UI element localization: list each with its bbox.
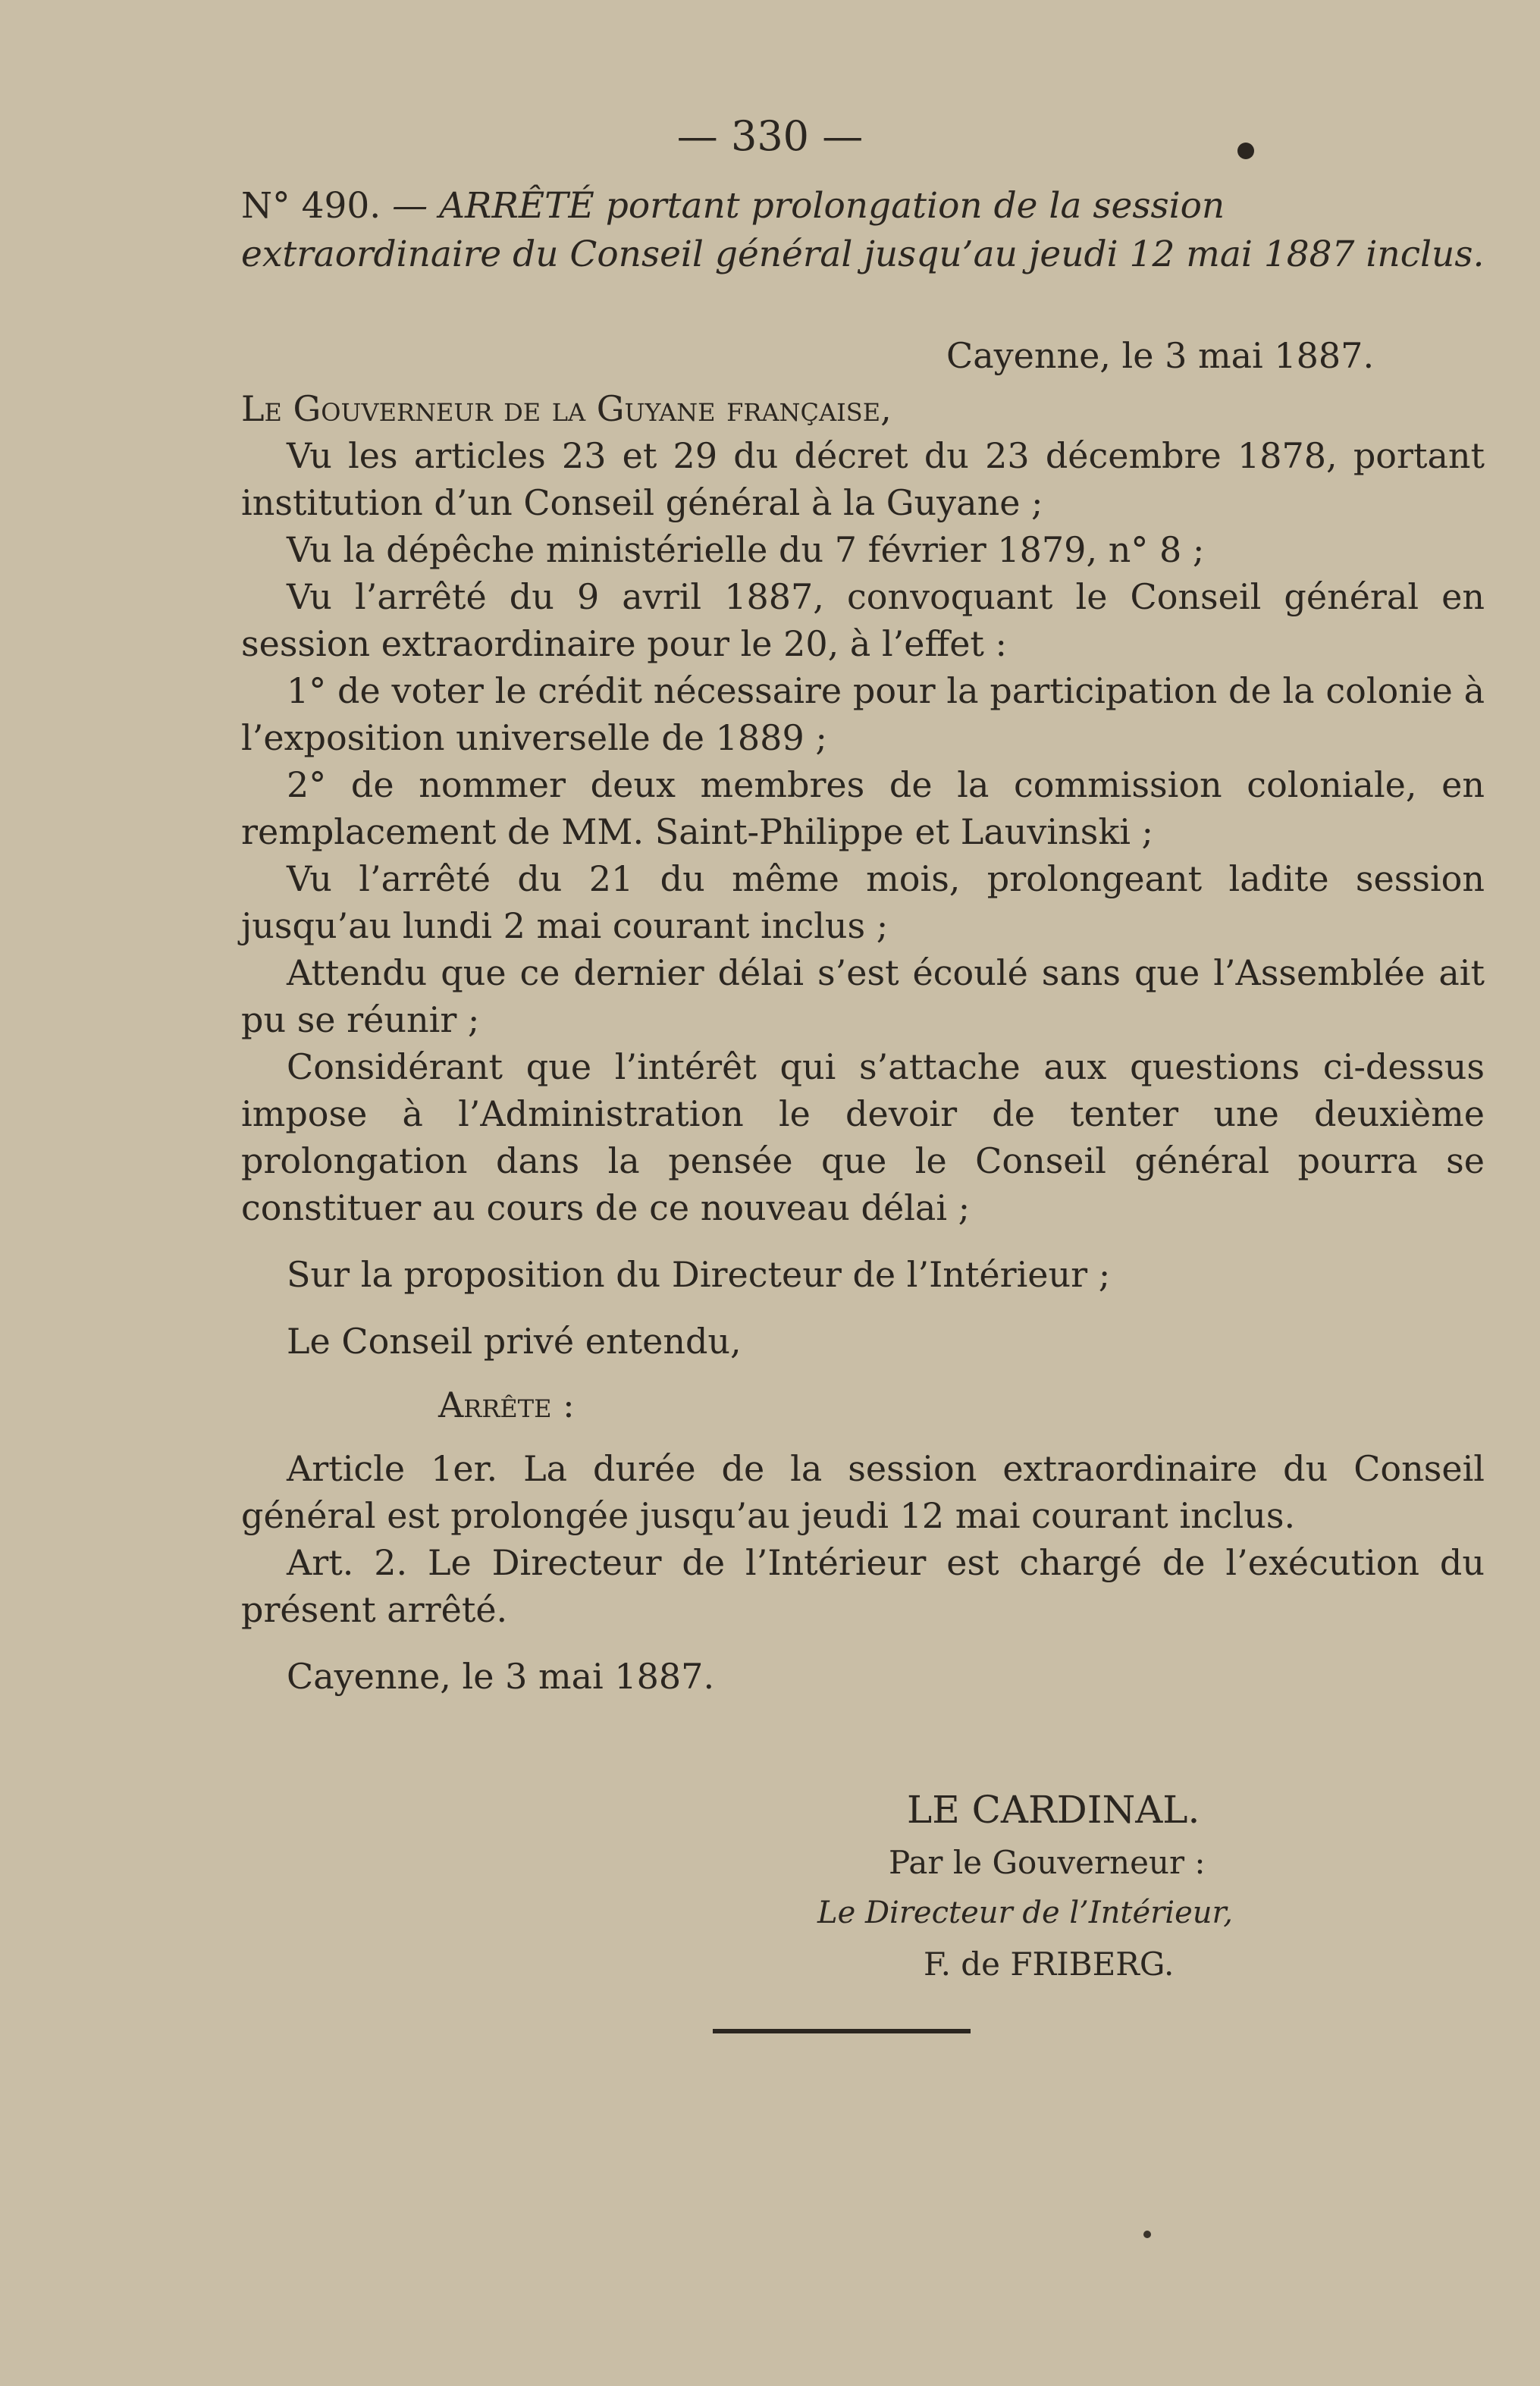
signature-par: Par le Gouverneur : xyxy=(889,1844,1206,1881)
signature-role: Le Directeur de l’Intérieur, xyxy=(817,1895,1233,1930)
signature-signer: F. de FRIBERG. xyxy=(924,1945,1175,1983)
closing-rule xyxy=(713,2029,971,2033)
paragraph-item-1: 1° de voter le crédit nécessaire pour la participation de la colonie à l’exposition universelle de 1889 ; xyxy=(241,670,1485,758)
ink-dot xyxy=(1237,143,1254,159)
paragraph-vu-arrete-21: Vu l’arrêté du 21 du même mois, prolongeant ladite session jusqu’au lundi 2 mai courant inclus ; xyxy=(241,858,1485,946)
paragraph-attendu: Attendu que ce dernier délai s’est écoulé sans que l’Assemblée ait pu se réunir ; xyxy=(241,952,1485,1040)
paper-speck xyxy=(1143,2231,1151,2238)
paragraph-conseil-prive: Le Conseil privé entendu, xyxy=(287,1321,742,1362)
decree-body xyxy=(241,385,1485,1700)
arrete-heading: Arrête : xyxy=(438,1384,575,1425)
signature-name: LE CARDINAL. xyxy=(907,1788,1200,1832)
paragraph-item-2: 2° de nommer deux membres de la commission coloniale, en remplacement de MM. Saint-Philippe et Lauvinski ; xyxy=(241,764,1485,852)
paragraph-considerant: Considérant que l’intérêt qui s’attache aux questions ci-dessus impose à l’Administration le devoir de tenter une deuxième prolongation dans la pensée que le Conseil général pourra se constituer au cours de ce nouveau délai ; xyxy=(241,1046,1485,1228)
decree-title-text: — ARRÊTÉ portant prolongation de la session extraordinaire du Conseil général jusqu’au jeudi 12 mai 1887 inclus. xyxy=(241,185,1485,275)
date-line-top: Cayenne, le 3 mai 1887. xyxy=(946,335,1375,376)
page-number: — 330 — xyxy=(676,112,864,160)
paragraph-vu-depeche: Vu la dépêche ministérielle du 7 février 1879, n° 8 ; xyxy=(287,529,1205,570)
paragraph-vu-arrete-avril: Vu l’arrêté du 9 avril 1887, convoquant le Conseil général en session extraordinaire pour le 20, à l’effet : xyxy=(241,576,1485,664)
decree-number: N° 490. xyxy=(241,185,381,227)
governor-line: Le Gouverneur de la Guyane française, xyxy=(241,388,892,429)
article-2: Art. 2. Le Directeur de l’Intérieur est chargé de l’exécution du présent arrêté. xyxy=(241,1542,1485,1630)
date-line-bottom: Cayenne, le 3 mai 1887. xyxy=(287,1656,715,1697)
paragraph-proposition: Sur la proposition du Directeur de l’Intérieur ; xyxy=(287,1254,1111,1295)
article-1: Article 1er. La durée de la session extraordinaire du Conseil général est prolongée jusqu’au jeudi 12 mai courant inclus. xyxy=(241,1448,1485,1536)
decree-title xyxy=(241,182,1485,279)
paragraph-vu-articles: Vu les articles 23 et 29 du décret du 23 décembre 1878, portant institution d’un Conseil général à la Guyane ; xyxy=(241,435,1485,523)
